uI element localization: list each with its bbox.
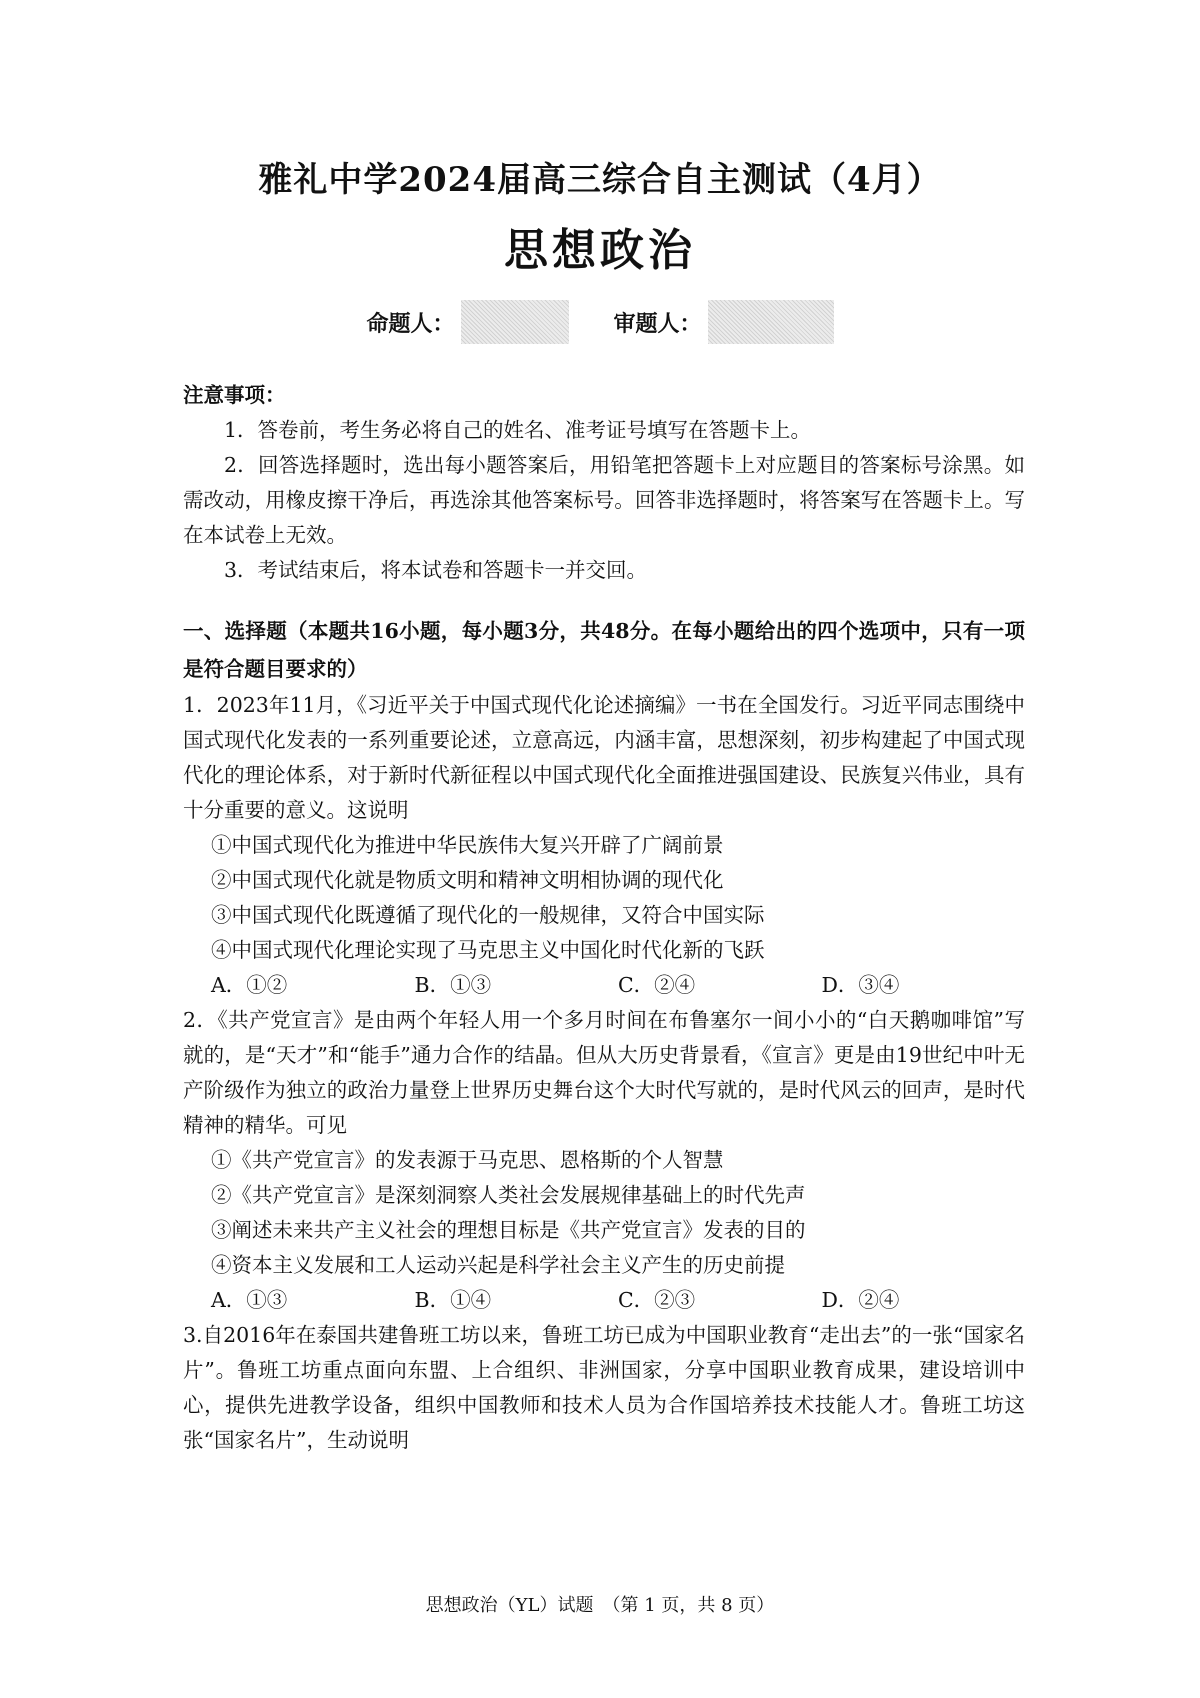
notice-heading: 注意事项： [183,383,286,407]
question-2-option-3: ③阐述未来共产主义社会的理想目标是《共产党宣言》发表的目的 [211,1218,806,1242]
question-1-option-2: ②中国式现代化就是物质文明和精神文明相协调的现代化 [211,868,724,892]
subject-title: 思想政治 [504,225,696,276]
exam-content [183,378,1025,1458]
question-1-stem: 1．2023年11月，《习近平关于中国式现代化论述摘编》一书在全国发行。习近平同志围绕中国式现代化发表的一系列重要论述，立意高远，内涵丰富，思想深刻，初步构建起了中国式现代化的理论体系，对于新时代新征程以中国式现代化全面推进强国建设、民族复兴伟业，具有十分重要的意义。这说明 [183,693,1025,822]
notice-item-1: 1．答卷前，考生务必将自己的姓名、准考证号填写在答题卡上。 [224,418,812,442]
question-1-choice-a: A．①② [211,973,288,997]
section-heading: 一、选择题（本题共16小题，每小题3分，共48分。在每小题给出的四个选项中，只有一项是符合题目要求的） [183,619,1025,681]
reviewer-redacted-name [708,300,834,344]
page-footer: 思想政治（YL）试题 （第 1 页，共 8 页） [425,1595,775,1616]
question-2-option-2: ②《共产党宣言》是深刻洞察人类社会发展规律基础上的时代先声 [211,1183,806,1207]
question-2-choice-c: C．②③ [618,1288,696,1312]
question-2-stem: 2．《共产党宣言》是由两个年轻人用一个多月时间在布鲁塞尔一间小小的“白天鹅咖啡馆”写就的，是“天才”和“能手”通力合作的结晶。但从大历史背景看，《宣言》更是由19世纪中叶无产阶级作为独立的政治力量登上世界历史舞台这个大时代写就的，是时代风云的回声，是时代精神的精华。可见 [183,1008,1025,1137]
question-1-choice-b: B．①③ [414,973,492,997]
question-1-choice-c: C．②④ [618,973,696,997]
question-1-option-1: ①中国式现代化为推进中华民族伟大复兴开辟了广阔前景 [211,833,724,857]
setter-redacted-name [461,300,569,344]
question-1-choices [183,968,1025,1003]
setter-label: 命题人： [366,311,455,337]
question-1-option-3: ③中国式现代化既遵循了现代化的一般规律，又符合中国实际 [211,903,765,927]
notice-item-2: 2．回答选择题时，选出每小题答案后，用铅笔把答题卡上对应题目的答案标号涂黑。如需改动，用橡皮擦干净后，再选涂其他答案标号。回答非选择题时，将答案写在答题卡上。写在本试卷上无效。 [183,453,1025,547]
question-2-option-4: ④资本主义发展和工人运动兴起是科学社会主义产生的历史前提 [211,1253,785,1277]
reviewer-label: 审题人： [613,311,702,337]
question-2-choices [183,1283,1025,1318]
question-2-option-1: ①《共产党宣言》的发表源于马克思、恩格斯的个人智慧 [211,1148,724,1172]
question-2-choice-b: B．①④ [414,1288,492,1312]
question-2-choice-a: A．①③ [211,1288,288,1312]
byline [0,300,1200,344]
notice-item-3: 3．考试结束后，将本试卷和答题卡一并交回。 [224,558,648,582]
question-3-stem: 3.自2016年在泰国共建鲁班工坊以来，鲁班工坊已成为中国职业教育“走出去”的一张“国家名片”。鲁班工坊重点面向东盟、上合组织、非洲国家，分享中国职业教育成果，建设培训中心，提供先进教学设备，组织中国教师和技术人员为合作国培养技术技能人才。鲁班工坊这张“国家名片”，生动说明 [183,1323,1025,1452]
exam-title: 雅礼中学2024届高三综合自主测试（4月） [258,160,942,200]
question-1-choice-d: D．③④ [821,973,900,997]
question-1-option-4: ④中国式现代化理论实现了马克思主义中国化时代化新的飞跃 [211,938,765,962]
question-2-choice-d: D．②④ [821,1288,900,1312]
